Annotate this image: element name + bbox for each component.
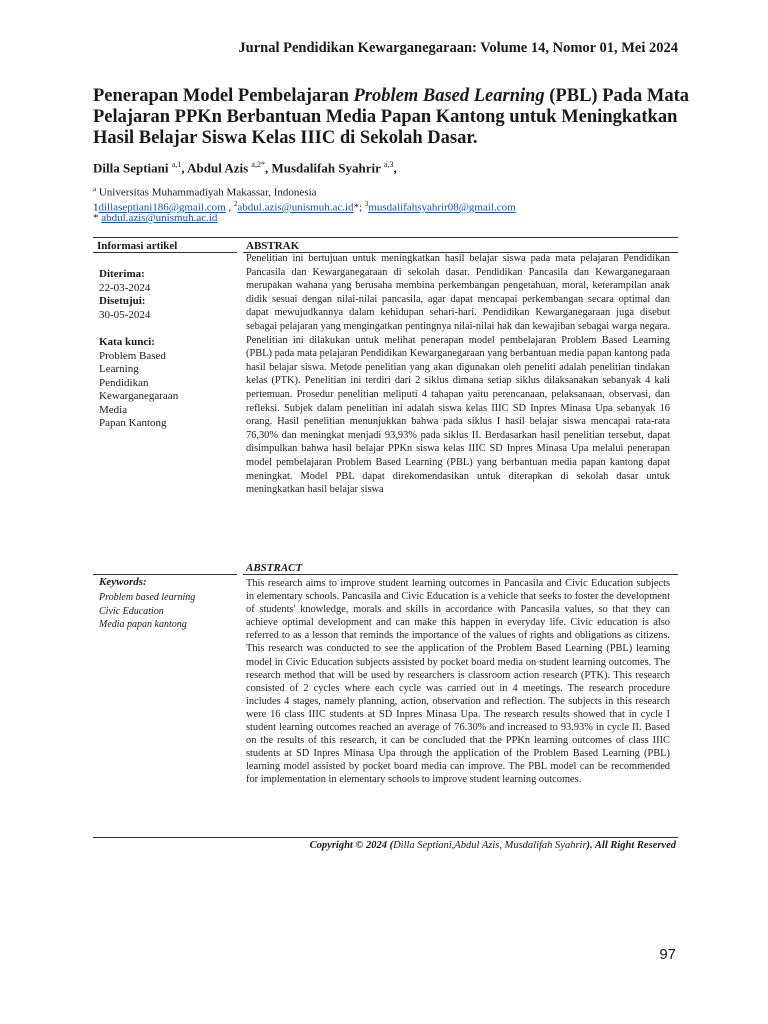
received-block	[99, 268, 234, 295]
paper-title	[93, 86, 693, 149]
email-1-prefix: 1	[93, 201, 99, 214]
keyword-item: Learning	[99, 363, 139, 375]
divider	[93, 574, 237, 575]
keyword-item: Papan Kantong	[99, 417, 167, 429]
accepted-label: Disetujui:	[99, 295, 146, 307]
corresponding-email-link[interactable]: abdul.azis@unismuh.ac.id	[101, 212, 218, 224]
keyword-en-item: Problem based learning	[99, 592, 196, 603]
accepted-date: 30-05-2024	[99, 308, 151, 321]
abstrak-text: Penelitian ini bertujuan untuk meningkatkan hasil belajar siswa pada mata pelajaran Pendidikan Pancasila dan Kewarganegaraan di sekolah dasar. Pendidikan Pancasila dan Kewarganegaraan merupakan wahana yang berusaha membina perkembangan pengetahuan, moral, keterampilan anak didik sesuai dengan nilai-nilai pancasila, agar dapat mencapai perkembangan secara optimal dan dapat mewujudkannya dalam kehidupan sehari-hari. Pendidikan Kewarganegaraan juga disebut sebagai pelajaran yang mengingatkan pentingnya nilai-nilai hak dan kewajiban sebagai warga negara. Penelitian ini dilakukan untuk melihat penerapan model pembelajaran Problem Based Learning (PBL) pada mata pelajaran Pendidikan Kewarganegaraan yang berbantuan media papan kantong pada hasil belajar siswa. Metode penelitian yang akan digunakan oleh peneliti adalah penelitian tindakan kelas (PTK). Penelitian ini terdiri dari 2 siklus dimana setiap siklus dilaksanakan sebanyak 4 kali pertemuan. Prosedur penelitian meliputi 4 tahapan yaitu perencanaan, pelaksanaan, observasi, dan refleksi. Subjek dalam penelitian ini adalah siswa kelas IIIC SD Inpres Minasa Upa sebanyak 16 orang. Hasil penelitian menunjukkan bahwa pada siklus I hasil belajar siswa mencapai rata-rata 76,30% dan meningkat menjadi 93,93% pada siklus II. Berdasarkan hasil penelitian tersebut, dapat disimpulkan bahwa hasil belajar PPKn siswa kelas IIIC SD Inpres Minasa Upa melalui penerapan model pembelajaran Problem Based Learning (PBL) yang berbantuan media papan kantong dapat meningkat. Model PBL dapat direkomendasikan untuk diterapkan di sekolah dasar untuk meningkatkan hasil belajar siswa	[246, 253, 670, 496]
email-2-sup: 2	[233, 200, 238, 208]
keywords-en-label: Keywords:	[99, 576, 147, 588]
email-separator: *;	[353, 201, 365, 214]
corresponding-marker: *	[93, 212, 99, 224]
affiliation	[93, 185, 693, 199]
divider	[93, 252, 237, 253]
divider	[93, 237, 678, 238]
corresponding-author	[93, 212, 693, 224]
title-part-2: (PBL) Pada Mata Pelajaran PPKn Berbantuan Media Papan Kantong untuk Meningkatkan Hasil Belajar Siswa Kelas IIIC di Sekolah Dasar.	[93, 86, 690, 148]
keyword-item: Kewarganegaraan	[99, 390, 179, 402]
divider	[93, 837, 678, 838]
copyright-suffix: ). All Right Reserved	[586, 840, 676, 851]
received-date: 22-03-2024	[99, 281, 151, 294]
keyword-item: Pendidikan	[99, 376, 149, 389]
keyword-en-item: Civic Education	[99, 605, 164, 617]
keyword-item: Problem Based	[99, 349, 166, 362]
title-italic: Problem Based Learning	[353, 86, 545, 106]
author-name: Abdul Azis	[187, 160, 249, 176]
keyword-item: Media	[99, 403, 128, 416]
author-sup: a,2*	[251, 160, 265, 169]
accepted-block	[99, 295, 234, 322]
author-name: Musdalifah Syahrir	[271, 160, 381, 176]
article-info-heading: Informasi artikel	[97, 240, 178, 252]
keywords-label: Kata kunci:	[99, 336, 155, 348]
author-list: Dilla Septiani $^{a,1}$, Abdul Azis $^{a,2*}$, Musdalifah Syahrir $^{a,3}$,	[93, 160, 397, 176]
keywords-en-list	[99, 591, 239, 632]
journal-header: Jurnal Pendidikan Kewarganegaraan: Volume 14, Nomor 01, Mei 2024	[238, 40, 678, 56]
affiliation-text: Universitas Muhammadiyah Makassar, Indonesia	[98, 186, 317, 199]
copyright-notice	[246, 840, 676, 851]
abstract-text: This research aims to improve student learning outcomes in Pancasila and Civic Education subjects in elementary schools. Pancasila and Civic Education is a vehicle that seeks to foster the development of students' knowledge, morals and skills in accordance with Pancasila values, so that they can achieve optimal development and can make this happen in everyday life. Civic education is also referred to as a lesson that reminds the importance of the values of rights and obligations as citizens. This research was conducted to see the application of the Problem Based Learning (PBL) learning model in Civic Education subjects assisted by pocket board media on student learning outcomes. The research method that will be used by researchers is classroom action research (PTK). This research consisted of 2 cycles where each cycle was carried out in 4 meetings. The research procedure includes 4 stages, namely planning, action, observation and reflection. The subjects in this research were 16 class IIIC students at SD Inpres Minasa Upa. The research results showed that in cycle I student learning outcomes reached an average of 76.30% and increased to 93.93% in cycle II. Based on the results of this research, it can be concluded that the PPKn learning outcomes of class IIIC students at SD Inpres Minasa Upa through the application of the Problem Based Learning (PBL) learning model assisted by pocket board media can improve. The PBL model can be recommended for implementation in elementary schools to improve student learning outcomes.	[246, 578, 670, 786]
affiliation-sup: a	[93, 185, 97, 193]
email-link-1[interactable]: dillaseptiani186@gmail.com	[98, 201, 226, 214]
author-sup: a,3	[383, 160, 394, 169]
keywords-block	[99, 336, 234, 431]
copyright-names: Dilla Septiani,Abdul Azis, Musdalifah Syahrir	[393, 840, 587, 851]
email-separator: ,	[225, 201, 234, 214]
copyright-prefix: Copyright © 2024 (	[309, 840, 394, 851]
author-name: Dilla Septiani	[93, 160, 169, 176]
email-3-sup: 3	[364, 200, 369, 208]
author-sup: a,1	[171, 160, 182, 169]
title-part-1: Penerapan Model Pembelajaran	[93, 86, 354, 106]
divider	[243, 574, 678, 575]
received-label: Diterima:	[99, 268, 145, 280]
page-number: 97	[659, 946, 676, 963]
abstract-heading: ABSTRACT	[246, 562, 303, 574]
email-link-3[interactable]: musdalifahsyahrir08@gmail.com	[368, 201, 516, 214]
abstrak-heading: ABSTRAK	[246, 240, 300, 252]
email-link-2[interactable]: abdul.azis@unismuh.ac.id	[237, 201, 354, 214]
keyword-en-item: Media papan kantong	[99, 619, 187, 630]
